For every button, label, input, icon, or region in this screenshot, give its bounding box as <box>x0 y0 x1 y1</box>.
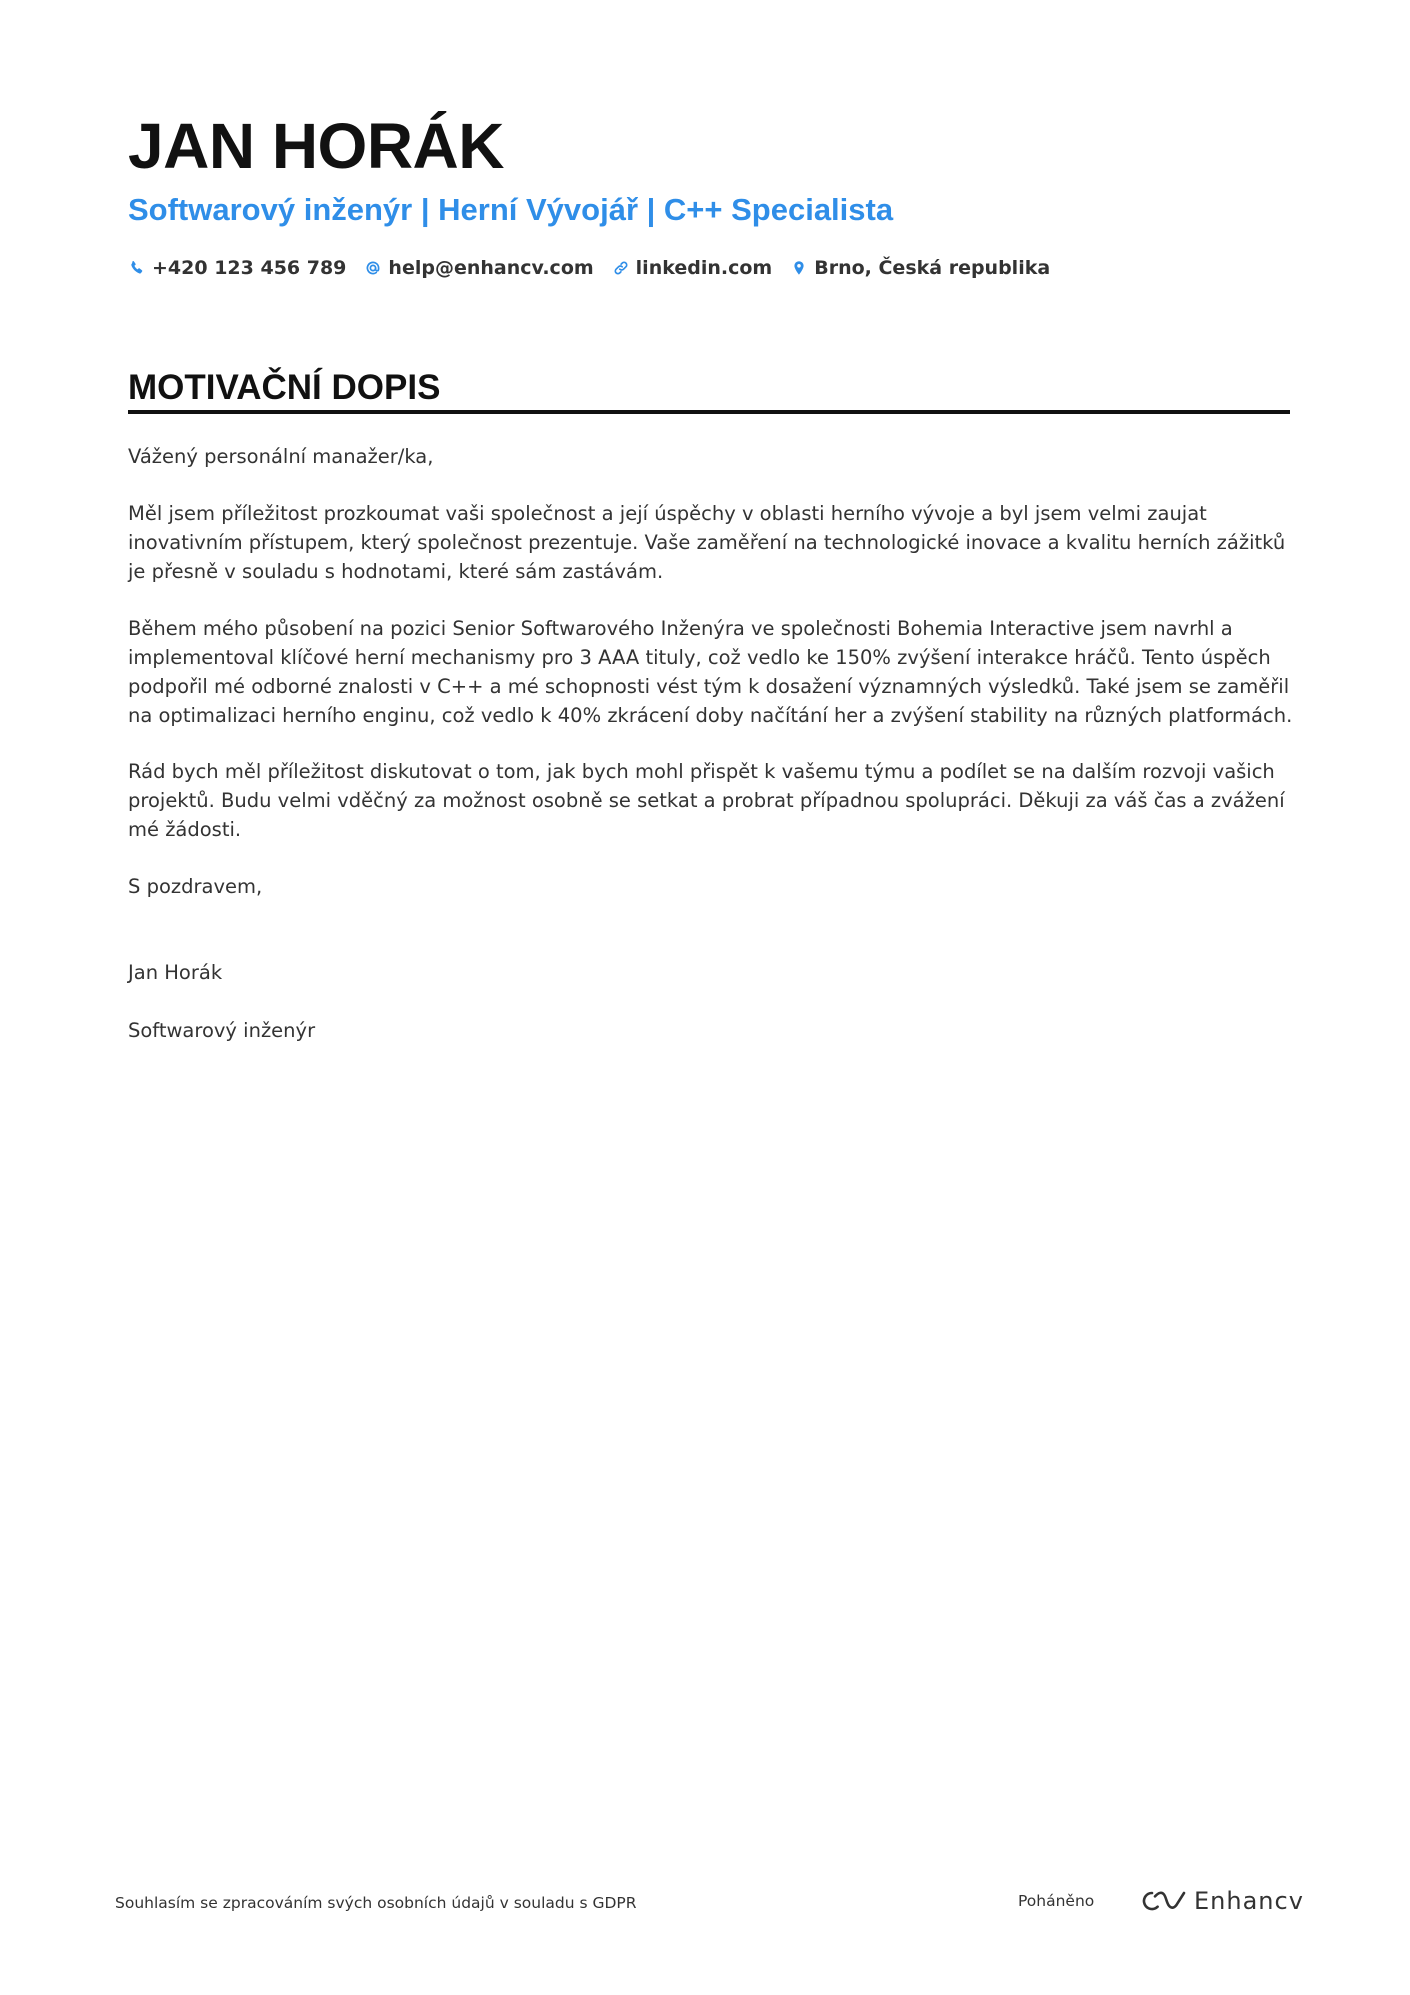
gdpr-consent: Souhlasím se zpracováním svých osobních údajů v souladu s GDPR <box>115 1894 637 1912</box>
letter-paragraph-1: Měl jsem příležitost prozkoumat vaši společnost a její úspěchy v oblasti herního vývoje a byl jsem velmi zaujat inovativním přístupem, který společnost prezentuje. Vaše zaměření na technologické inovace a kvalitu herních zážitků je přesně v souladu s hodnotami, které sám zastávám. <box>128 502 1286 583</box>
at-icon <box>364 259 382 277</box>
job-headline: Softwarový inženýr | Herní Vývojář | C++ Specialista <box>128 192 894 227</box>
contact-phone[interactable] <box>128 257 346 279</box>
contact-email-text: help@enhancv.com <box>388 257 594 279</box>
location-pin-icon <box>790 259 808 277</box>
letter-paragraph-3: Rád bych měl příležitost diskutovat o tom, jak bych mohl přispět k vašemu týmu a podílet se na dalším rozvoji vašich projektů. Budu velmi vděčný za možnost osobně se setkat a probrat případnou spolupráci. Děkuji za váš čas a zvážení mé žádosti. <box>128 760 1285 841</box>
letter-paragraph-2: Během mého působení na pozici Senior Softwarového Inženýra ve společnosti Bohemia Interactive jsem navrhl a implementoval klíčové herní mechanismy pro 3 AAA tituly, což vedlo ke 150% zvýšení interakce hráčů. Tento úspěch podpořil mé odborné znalosti v C++ a mé schopnosti vést tým k dosažení významných výsledků. Také jsem se zaměřil na optimalizaci herního enginu, což vedlo k 40% zkrácení doby načítání her a zvýšení stability na různých platformách. <box>128 617 1293 727</box>
applicant-name: JAN HORÁK <box>128 110 504 182</box>
enhancv-brand[interactable] <box>1138 1886 1304 1916</box>
contact-linkedin[interactable] <box>612 257 773 279</box>
contact-location <box>790 257 1050 279</box>
section-divider <box>128 410 1290 414</box>
contact-linkedin-text: linkedin.com <box>635 257 773 279</box>
powered-by-label: Poháněno <box>1018 1892 1095 1910</box>
signature-name: Jan Horák <box>128 961 223 984</box>
section-title: MOTIVAČNÍ DOPIS <box>128 368 441 407</box>
contact-bar <box>128 254 1068 282</box>
contact-location-text: Brno, Česká republika <box>814 257 1051 279</box>
signature-title: Softwarový inženýr <box>128 1019 316 1042</box>
letter-greeting: Vážený personální manažer/ka, <box>128 445 434 468</box>
contact-email[interactable] <box>364 257 593 279</box>
letter-closing: S pozdravem, <box>128 875 263 898</box>
contact-phone-text: +420 123 456 789 <box>152 257 347 279</box>
enhancv-logo-icon <box>1138 1888 1186 1914</box>
enhancv-brand-text: Enhancv <box>1194 1887 1304 1915</box>
phone-icon <box>128 259 146 277</box>
link-icon <box>612 259 630 277</box>
